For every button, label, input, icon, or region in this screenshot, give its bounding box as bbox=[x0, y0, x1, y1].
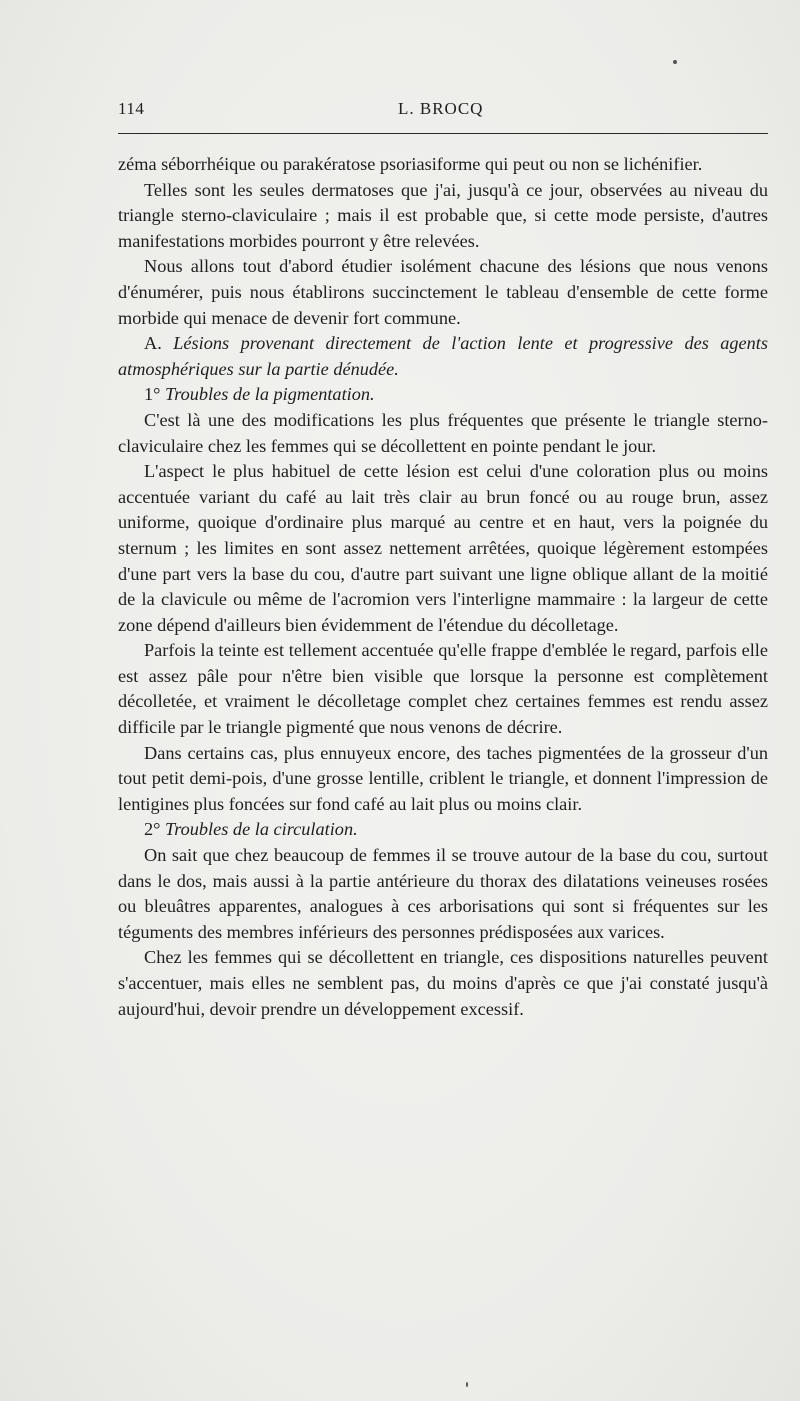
subsection-title: Troubles de la pigmentation. bbox=[165, 384, 375, 405]
ink-speck bbox=[466, 1382, 468, 1387]
paragraph: Chez les femmes qui se décollettent en triangle, ces dispositions naturelles peuvent s'accentuer, mais elles ne semblent pas, du moins d'après ce que j'ai constaté jusqu'à aujourd'hui, devoir prendre un développement excessif. bbox=[118, 947, 768, 1019]
subsection-number: 1° bbox=[144, 384, 161, 405]
page-number: 114 bbox=[118, 99, 145, 118]
paragraph: Nous allons tout d'abord étudier isolément chacune des lésions que nous venons d'énumérer, puis nous établirons succinctement le tableau d'ensemble de cette forme morbide qui menace de devenir fort commune. bbox=[118, 256, 768, 328]
subsection-number: 2° bbox=[144, 819, 161, 840]
paragraph: Dans certains cas, plus ennuyeux encore, des taches pigmentées de la grosseur d'un tout petit demi-pois, d'une grosse lentille, criblent le triangle, et donnent l'impression de lentigines plus foncées sur fond café au lait plus ou moins clair. bbox=[118, 742, 768, 814]
subsection-heading bbox=[118, 382, 768, 408]
paragraph: L'aspect le plus habituel de cette lésion est celui d'une coloration plus ou moins accentuée variant du café au lait très clair au brun foncé ou au rouge brun, assez uniforme, quoique d'ordinaire plus marqué au centre et en haut, vers la poignée du sternum ; les limites en sont assez nettement arrêtées, quoique légèrement estompées d'une part vers la base du cou, d'autre part suivant une ligne oblique allant de la moitié de la clavicule ou même de l'acromion vers l'interligne mammaire : la largeur de cette zone dépend d'ailleurs bien évidemment de l'étendue du décolletage. bbox=[118, 461, 768, 635]
paragraph: On sait que chez beaucoup de femmes il se trouve autour de la base du cou, surtout dans le dos, mais aussi à la partie antérieure du thorax des dilatations veineuses rosées ou bleuâtres apparentes, analogues à ces arborisations qui sont si fréquentes sur les téguments des membres inférieurs des personnes prédisposées aux varices. bbox=[118, 845, 768, 942]
paragraph: Parfois la teinte est tellement accentuée qu'elle frappe d'emblée le regard, parfois elle est assez pâle pour n'être bien visible que lorsque la personne est complètement décolletée, et vraiment le décolletage complet chez certaines femmes est rendu assez difficile par le triangle pigmenté que nous venons de décrire. bbox=[118, 640, 768, 738]
paragraph: zéma séborrhéique ou parakératose psoriasiforme qui peut ou non se lichénifier. bbox=[118, 154, 703, 174]
section-title: Lésions provenant directement de l'action lente et progressive des agents atmosphériques sur la partie dénudée. bbox=[118, 333, 768, 379]
paragraph: Telles sont les seules dermatoses que j'ai, jusqu'à ce jour, observées au niveau du triangle sterno-claviculaire ; mais il est probable que, si cette mode persiste, d'autres manifestations morbides pourront y être relevées. bbox=[118, 179, 768, 251]
body-text bbox=[118, 152, 768, 1022]
running-head: L. BROCQ bbox=[398, 99, 484, 118]
header-rule bbox=[118, 133, 768, 134]
section-label: A. bbox=[144, 333, 162, 354]
subsection-title: Troubles de la circulation. bbox=[165, 819, 358, 840]
page-header bbox=[118, 99, 768, 125]
ink-speck bbox=[673, 60, 677, 64]
paragraph: C'est là une des modifications les plus fréquentes que présente le triangle sterno-claviculaire chez les femmes qui se décollettent en pointe pendant le jour. bbox=[118, 409, 768, 456]
section-heading bbox=[118, 331, 768, 382]
subsection-heading bbox=[118, 817, 768, 843]
